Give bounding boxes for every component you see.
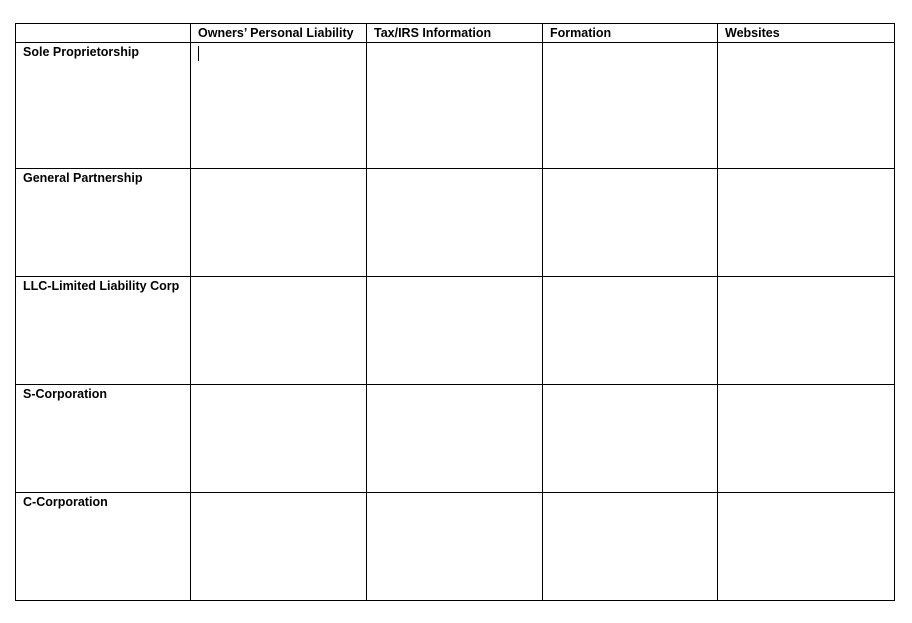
cell-s-corporation-websites[interactable] [718,385,895,493]
row-label-general-partnership[interactable]: General Partnership [16,169,191,277]
row-label-sole-proprietorship[interactable]: Sole Proprietorship [16,43,191,169]
cell-s-corporation-tax[interactable] [367,385,543,493]
cell-c-corporation-tax[interactable] [367,493,543,601]
cell-llc-tax[interactable] [367,277,543,385]
table-row [16,493,895,601]
text-cursor [198,46,199,61]
row-label-c-corporation[interactable]: C-Corporation [16,493,191,601]
cell-llc-formation[interactable] [543,277,718,385]
row-label-llc[interactable]: LLC-Limited Liability Corp [16,277,191,385]
table-row [16,385,895,493]
cell-sole-proprietorship-formation[interactable] [543,43,718,169]
cell-general-partnership-formation[interactable] [543,169,718,277]
table-header-row [16,24,895,43]
header-cell-websites[interactable]: Websites [718,24,895,43]
table-row [16,277,895,385]
cell-llc-liability[interactable] [191,277,367,385]
cell-sole-proprietorship-tax[interactable] [367,43,543,169]
header-cell-owners-personal-liability[interactable]: Owners’ Personal Liability [191,24,367,43]
cell-general-partnership-tax[interactable] [367,169,543,277]
cell-sole-proprietorship-liability[interactable] [191,43,367,169]
header-cell-corner[interactable] [16,24,191,43]
cell-s-corporation-formation[interactable] [543,385,718,493]
table-row [16,169,895,277]
row-label-s-corporation[interactable]: S-Corporation [16,385,191,493]
cell-general-partnership-websites[interactable] [718,169,895,277]
cell-llc-websites[interactable] [718,277,895,385]
business-structures-table [15,23,895,601]
table-row [16,43,895,169]
header-cell-formation[interactable]: Formation [543,24,718,43]
cell-c-corporation-formation[interactable] [543,493,718,601]
cell-s-corporation-liability[interactable] [191,385,367,493]
cell-sole-proprietorship-websites[interactable] [718,43,895,169]
cell-c-corporation-websites[interactable] [718,493,895,601]
cell-c-corporation-liability[interactable] [191,493,367,601]
header-cell-tax-irs-information[interactable]: Tax/IRS Information [367,24,543,43]
cell-general-partnership-liability[interactable] [191,169,367,277]
